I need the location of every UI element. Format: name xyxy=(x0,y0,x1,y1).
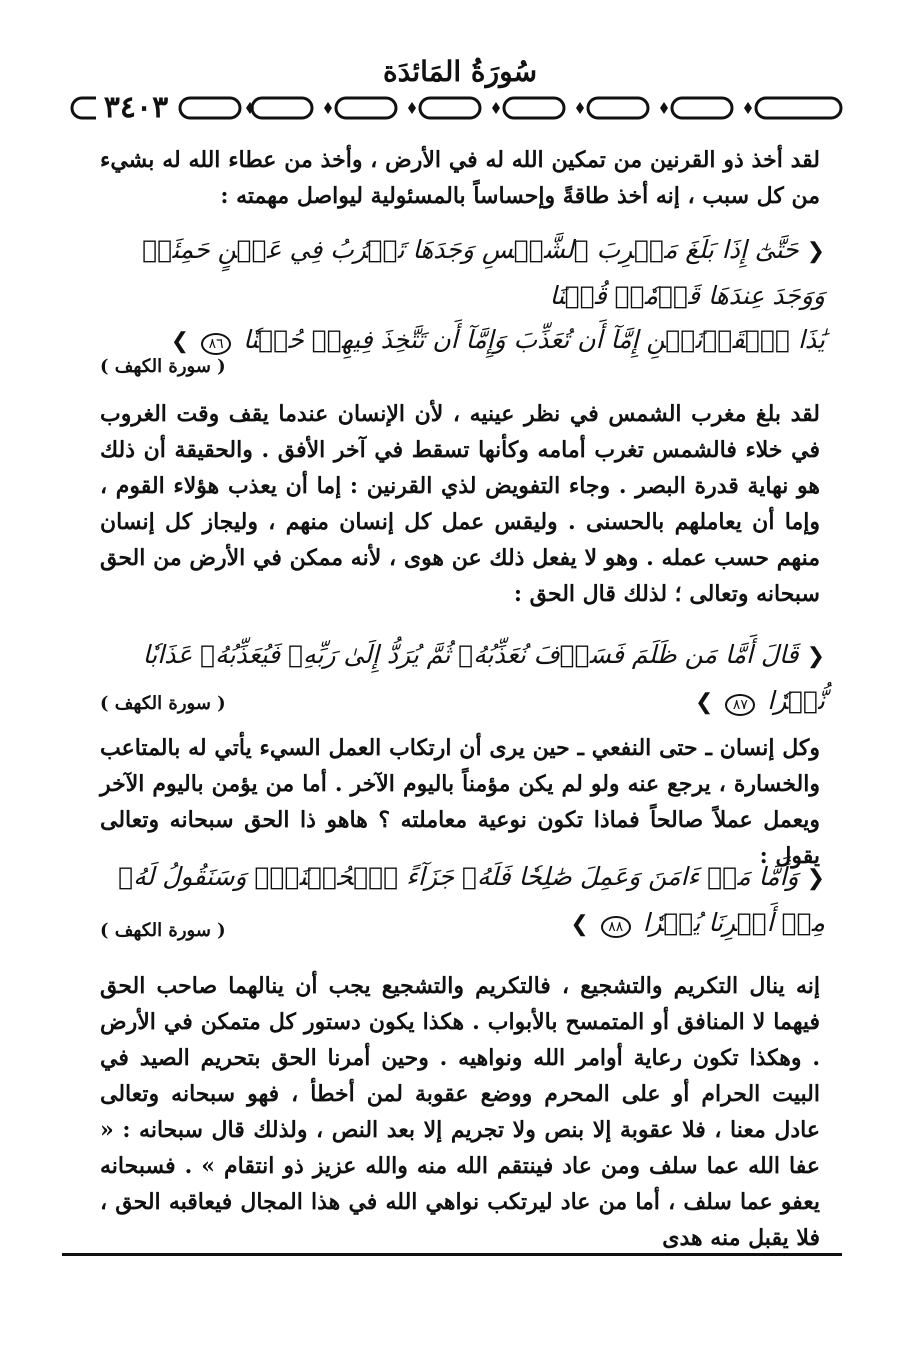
verse-text: وَأَمَّا مَنۡ ءَامَنَ وَعَمِلَ صَٰلِحٗا فَلَهُۥ جَزَآءً ٱلۡحُسۡنَىٰۖ وَسَنَقُولُ لَهُۥ مِنۡ أَمۡرِنَا يُسۡرٗا xyxy=(118,862,825,937)
quran-verse-1 xyxy=(95,228,825,364)
verse-text: قَالَ أَمَّا مَن ظَلَمَ فَسَوۡفَ نُعَذِّبُهُۥ ثُمَّ يُرَدُّ إِلَىٰ رَبِّهِۦ فَيُعَذِّبُهُۥ عَذَابٗا نُّكۡرٗا xyxy=(142,640,825,715)
surah-title: سُورَةُ المَائدَة xyxy=(382,55,538,88)
paragraph-1: لقد أخذ ذو القرنين من تمكين الله له في الأرض ، وأخذ من عطاء الله له بشيء من كل سبب ، إنه أخذ طاقةً وإحساساً بالمسئولية ليواصل مهمته : xyxy=(100,147,820,209)
surah-reference: ( سورة الكهف ) xyxy=(100,693,226,714)
ayah-number: ٨٧ xyxy=(725,694,755,716)
verse-open-ornament-icon: ❮ xyxy=(806,239,825,264)
paragraph-3: وكل إنسان ـ حتى النفعي ـ حين يرى أن ارتكاب العمل السيء يأتي له بالمتاعب والخسارة ، يرجع عنه ولو لم يكن مؤمناً باليوم الآخر . أما من يؤمن باليوم الآخر ويعمل عملاً صالحاً فماذا تكون نوعية معاملته ؟ هاهو ذا الحق سبحانه وتعالى يقول : xyxy=(100,735,820,869)
verse-close-ornament-icon: ❯ xyxy=(170,329,190,354)
verse-close-ornament-icon: ❯ xyxy=(694,690,714,715)
ornament-border xyxy=(70,92,845,124)
paragraph-2: لقد بلغ مغرب الشمس في نظر عينيه ، لأن الإنسان عندما يقف وقت الغروب في خلاء فالشمس تغرب أمامه وكأنها تسقط في آخر الأفق . والحقيقة أن ذلك هو نهاية قدرة البصر . وجاء التفويض لذي القرنين : إما أن يعذب هؤلاء القوم ، وإما أن يعاملهم بالحسنى . وليقس عمل كل إنسان منهم ، وليجاز كل إنسان منهم حسب عمله . وهو لا يفعل ذلك عن هوى ، لأنه ممكن في الأرض من الحق سبحانه وتعالى ؛ لذلك قال الحق : xyxy=(100,401,821,607)
verse-text: حَتَّىٰٓ إِذَا بَلَغَ مَغۡرِبَ ٱلشَّمۡسِ وَجَدَهَا تَغۡرُبُ فِي عَيۡنٍ حَمِئَةٖ وَوَجَدَ عِندَهَا قَوۡمٗاۖ قُلۡنَا xyxy=(142,235,825,310)
footer-divider xyxy=(62,1253,842,1256)
ayah-number: ٨٦ xyxy=(201,333,231,355)
verse-open-ornament-icon: ❮ xyxy=(806,866,825,891)
verse-close-ornament-icon: ❯ xyxy=(570,912,589,937)
verse-open-ornament-icon: ❮ xyxy=(806,644,825,669)
verse-text: يَٰذَا ٱلۡقَرۡنَيۡنِ إِمَّآ أَن تُعَذِّبَ وَإِمَّآ أَن تَتَّخِذَ فِيهِمۡ حُسۡنٗا xyxy=(243,325,825,354)
page-number: ٣٤٠٣ xyxy=(96,92,176,124)
ayah-number: ٨٨ xyxy=(601,916,631,938)
surah-reference: ( سورة الكهف ) xyxy=(100,356,226,377)
surah-reference: ( سورة الكهف ) xyxy=(100,920,226,941)
paragraph-4: إنه ينال التكريم والتشجيع ، فالتكريم والتشجيع يجب أن ينالهما صاحب الحق فيهما لا المنافق أو المتمسح بالأبواب . هكذا يكون دستور كل متمكن في الأرض . وهكذا تكون رعاية أوامر الله ونواهيه . وحين أمرنا الحق بتحريم الصيد في البيت الحرام أو على المحرم ووضع عقوبة لمن أخطأ ، فهو سبحانه وتعالى عادل معنا ، فلا عقوبة إلا بنص ولا تجريم إلا بعد النص ، ولذلك قال سبحانه : « عفا الله عما سلف ومن عاد فينتقم الله منه والله عزيز ذو انتقام » . فسبحانه يعفو عما سلف ، أما من عاد ليرتكب نواهي الله في هذا المجال فيعاقبه الحق ، فلا يقبل منه هدى xyxy=(100,973,820,1251)
